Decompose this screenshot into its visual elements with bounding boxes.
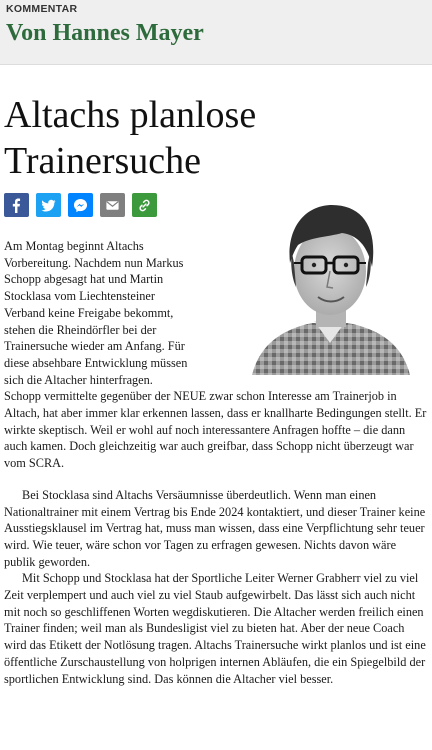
paragraph-3: Mit Schopp und Stocklasa hat der Sportliche Leiter Werner Grabherr viel zu viel Zeit verplempert und auch viel zu viel Staub aufgewirbelt. Das lässt sich auch nicht mit noch so geschliffenen Worten wegdiskutieren. Die Altacher werden freilich einen Trainer finden; weil man als Bundesligist viel zu bieten hat. Aber der neue Coach wird das Etikett der Notlösung tragen. Altachs Trainersuche wirkt planlos und ist eine öffentliche Zurschaustellung von holprigen internen Abläufen, die ein Spiegelbild der sportlichen Entwicklung sind. Das können die Altacher viel besser. <box>4 571 426 686</box>
share-mail-button[interactable] <box>100 193 125 217</box>
kicker-label: KOMMENTAR <box>6 3 78 15</box>
share-bar <box>4 193 157 217</box>
commentary-header <box>0 0 432 65</box>
share-twitter-button[interactable] <box>36 193 61 217</box>
portrait-wrap-space <box>192 238 428 376</box>
paragraph-1: Am Montag beginnt Altachs Vorbereitung. Nachdem nun Markus Schopp abgesagt hat und Martin Stocklasa vom Liechtensteiner Verband keine Freigabe bekommt, stehen die Rheindörfler bei der Trainersuche wieder am Anfang. Für diese absehbare Entwicklung müssen sich die Altacher hinterfragen. Schopp vermittelte gegenüber der NEUE zwar schon Interesse am Trainerjob in Altach, hat aber immer klar erkennen lassen, dass er knallharte Bedingungen stellt. Er wirkte skeptisch. Weil er wohl auf noch interessantere Anfragen hoffte – die dann auch kamen. Doch gleichzeitig war auch greifbar, dass Schopp nicht überzeugt war vom SCRA. <box>4 239 427 471</box>
mail-icon <box>105 198 120 213</box>
author-name: Von Hannes Mayer <box>6 20 204 46</box>
article-headline: Altachs planlose Trainersuche <box>4 94 257 182</box>
article-body <box>4 238 428 687</box>
messenger-icon <box>73 198 88 213</box>
twitter-icon <box>41 198 56 213</box>
share-link-button[interactable] <box>132 193 157 217</box>
link-icon <box>137 198 152 213</box>
paragraph-2: Bei Stocklasa sind Altachs Versäumnisse überdeutlich. Wenn man einen Nationaltrainer mit einem Vertrag bis Ende 2024 kontaktiert, und dieser Trainer keine Ausstiegsklausel im Vertrag hat, muss man wissen, dass eine Verpflichtung sehr teuer wird. Wie teuer, wäre schon vor Tagen zu erfragen gewesen. Nichts davon wäre publik geworden. <box>4 487 426 569</box>
share-facebook-button[interactable] <box>4 193 29 217</box>
facebook-icon <box>9 198 24 213</box>
share-messenger-button[interactable] <box>68 193 93 217</box>
